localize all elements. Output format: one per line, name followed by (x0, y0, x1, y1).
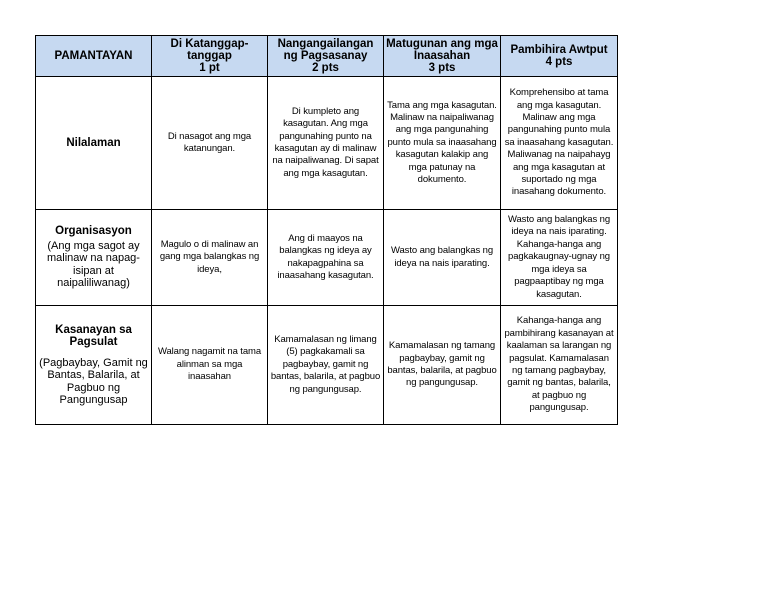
header-level-4: Pambihira Awtput 4 pts (501, 36, 618, 77)
criterion-title: Organisasyon (55, 225, 132, 238)
descriptor-cell: Wasto ang balangkas ng ideya na nais iparating. (384, 210, 501, 306)
criterion-cell (36, 210, 152, 306)
header-criteria: PAMANTAYAN (36, 36, 152, 77)
table-row (36, 210, 618, 306)
descriptor-cell: Magulo o di malinaw an gang mga balangkas ng ideya, (152, 210, 268, 306)
descriptor-cell: Walang nagamit na tama alinman sa mga inaasahan (152, 306, 268, 425)
criterion-note: (Ang mga sagot ay malinaw na napag-isipan at naipaliliwanag) (47, 239, 140, 290)
descriptor-cell: Kamamalasan ng limang (5) pagkakamali sa pagbaybay, gamit ng bantas, balarila, at pagbuo ng pangungusap. (268, 306, 384, 425)
descriptor-cell: Wasto ang balangkas ng ideya na nais iparating. Kahanga-hanga ang pagkakaugnay-ugnay ng mga ideya sa pagpaaptibay ng mga kasagutan. (501, 210, 618, 306)
descriptor-cell: Kamamalasan ng tamang pagbaybay, gamit ng bantas, balarila, at pagbuo ng pangungusap. (384, 306, 501, 425)
criterion-title: Kasanayan sa Pagsulat (55, 323, 132, 348)
header-level-2: Nangangailangan ng Pagsasanay 2 pts (268, 36, 384, 77)
descriptor-cell: Ang di maayos na balangkas ng ideya ay nakapagpahina sa inaasahang kasagutan. (268, 210, 384, 306)
criterion-note: (Pagbaybay, Gamit ng Bantas, Balarila, at Pagbuo ng Pangungusap (39, 356, 148, 406)
descriptor-cell: Kahanga-hanga ang pambihirang kasanayan at kaalaman sa larangan ng pagsulat. Kamamalasan ng tamang pagbaybay, gamit ng bantas, balarila, at pagbuo ng pangungusap. (501, 306, 618, 425)
header-level-3: Matugunan ang mga Inaasahan 3 pts (384, 36, 501, 77)
rubric-table (35, 35, 618, 425)
criterion-cell (36, 306, 152, 425)
descriptor-cell: Komprehensibo at tama ang mga kasagutan. Malinaw ang mga pangunahing punto mula sa inaasahang kasagutan. Maliwanag na naipahayg ang mga kasagutan at suportado ng mga inasahang dokumento. (501, 77, 618, 210)
header-level-1: Di Katanggap-tanggap 1 pt (152, 36, 268, 77)
descriptor-cell: Di nasagot ang mga katanungan. (152, 77, 268, 210)
header-row (36, 36, 618, 77)
descriptor-cell: Di kumpleto ang kasagutan. Ang mga pangunahing punto na kasagutan ay di malinaw na naipaliwanag. Di sapat ang mga kasagutan. (268, 77, 384, 210)
table-row (36, 77, 618, 210)
table-row (36, 306, 618, 425)
criterion-title: Nilalaman (66, 136, 121, 149)
descriptor-cell: Tama ang mga kasagutan. Malinaw na naipaliwanag ang mga pangunahing punto mula sa inaasahang kasagutan kalakip ang mga patunay na dokumento. (384, 77, 501, 210)
criterion-cell (36, 77, 152, 210)
